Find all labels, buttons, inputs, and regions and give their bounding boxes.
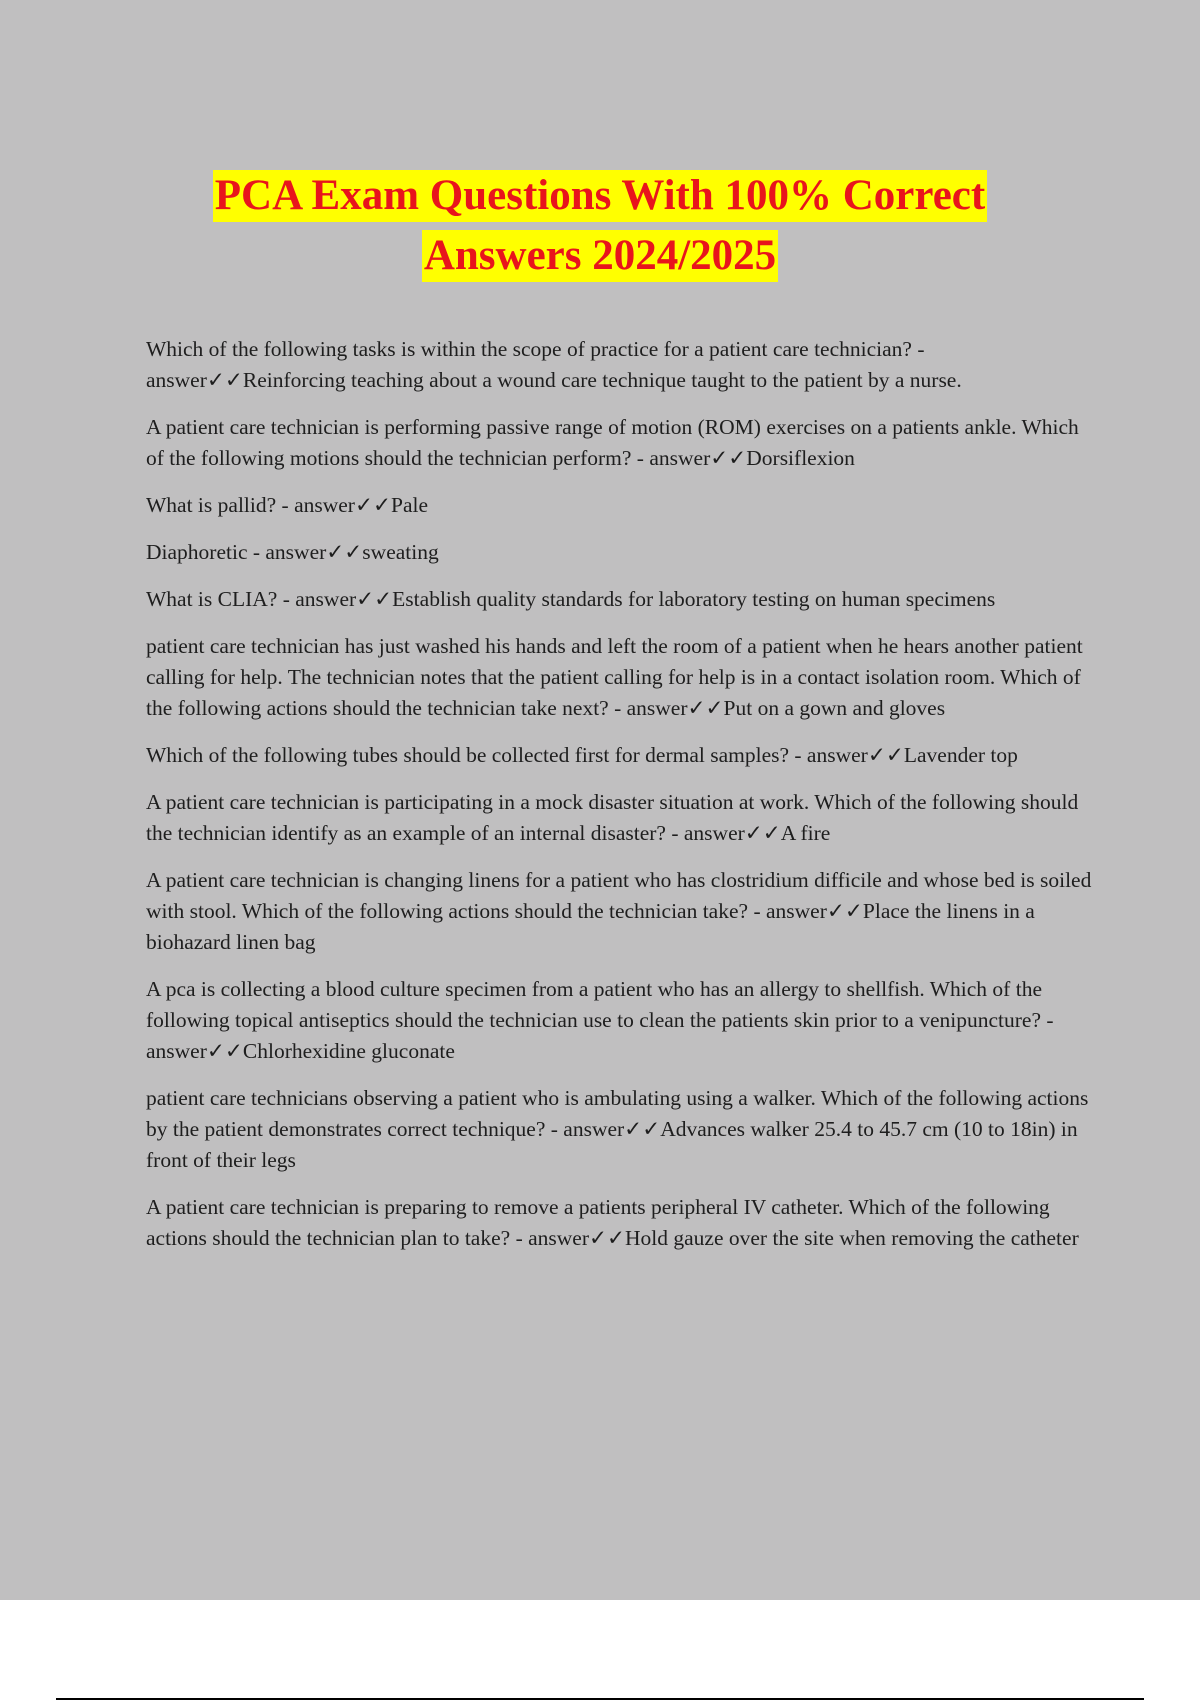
qa-item: patient care technician has just washed his hands and left the room of a patient when he hears another patient calling for help. The technician notes that the patient calling for help is in a contact isolation room. Which of the following actions should the technician take next? - answer✓✓Put on a gown and gloves <box>146 634 1083 720</box>
qa-list <box>146 334 1096 1270</box>
qa-item: A patient care technician is changing linens for a patient who has clostridium difficile and whose bed is soiled with stool. Which of the following actions should the technician take? - answer✓✓Place the linens in a biohazard linen bag <box>146 868 1092 954</box>
qa-item: What is pallid? - answer✓✓Pale <box>146 493 428 517</box>
title-line-2: Answers 2024/2025 <box>422 230 778 282</box>
qa-item: Which of the following tubes should be collected first for dermal samples? - answer✓✓Lavender top <box>146 743 1018 767</box>
qa-item: A patient care technician is performing passive range of motion (ROM) exercises on a patients ankle. Which of the following motions should the technician perform? - answer✓✓Dorsiflexion <box>146 415 1079 470</box>
qa-item: What is CLIA? - answer✓✓Establish quality standards for laboratory testing on human specimens <box>146 587 996 611</box>
document-title <box>0 170 1200 290</box>
qa-item: A pca is collecting a blood culture specimen from a patient who has an allergy to shellfish. Which of the following topical antiseptics should the technician use to clean the patients skin prior to a venipuncture? - answer✓✓Chlorhexidine gluconate <box>146 977 1054 1063</box>
qa-item: A patient care technician is participating in a mock disaster situation at work. Which of the following should the technician identify as an example of an internal disaster? - answer✓✓A fire <box>146 790 1079 845</box>
qa-item: A patient care technician is preparing to remove a patients peripheral IV catheter. Which of the following actions should the technician plan to take? - answer✓✓Hold gauze over the site when removing the catheter <box>146 1195 1079 1250</box>
title-line-1: PCA Exam Questions With 100% Correct <box>213 170 987 222</box>
qa-item: patient care technicians observing a patient who is ambulating using a walker. Which of the following actions by the patient demonstrates correct technique? - answer✓✓Advances walker 25.4 to 45.7 cm (10 to 18in) in front of their legs <box>146 1086 1089 1172</box>
qa-item: Which of the following tasks is within the scope of practice for a patient care technician? - answer✓✓Reinforcing teaching about a wound care technique taught to the patient by a nurse. <box>146 337 962 392</box>
qa-item: Diaphoretic - answer✓✓sweating <box>146 540 439 564</box>
